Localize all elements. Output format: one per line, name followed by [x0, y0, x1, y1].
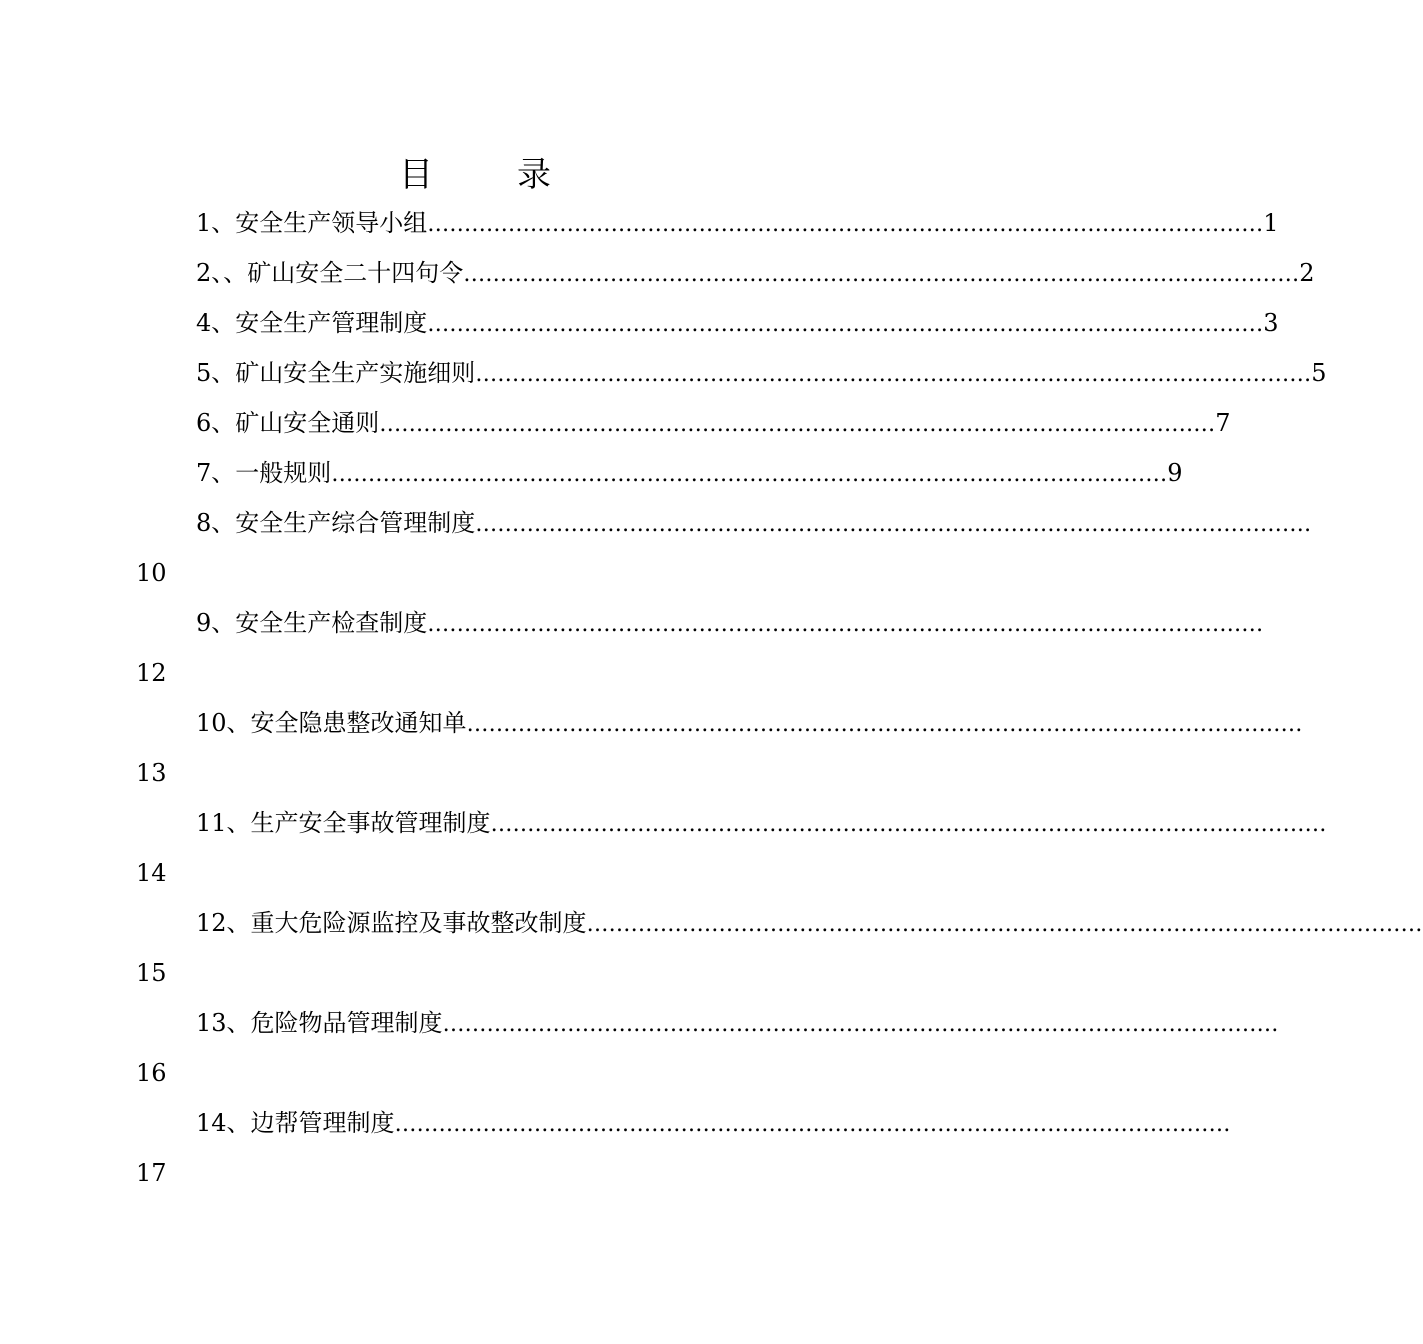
toc-entry-continuation [0, 648, 950, 698]
toc-leader-dots: …………………………………………………………………………………………………… [586, 912, 1423, 937]
toc-leader-dots: …………………………………………………………………………………………………… [394, 1112, 1231, 1137]
toc-entry-continuation [0, 948, 950, 998]
toc-page-number: 9 [1167, 459, 1183, 487]
toc-entry-row [196, 998, 1279, 1050]
title-char-1: 目 [399, 155, 433, 195]
toc-entry[interactable] [0, 198, 1279, 248]
toc-entry-row [196, 798, 1327, 850]
toc-entry-continuation [0, 748, 950, 798]
toc-entry-title: 10、安全隐患整改通知单 [196, 709, 467, 737]
toc-entry-title: 2、、矿山安全二十四句令 [196, 259, 464, 287]
toc-leader-dots: …………………………………………………………………………………………………… [427, 612, 1264, 637]
toc-leader-dots: …………………………………………………………………………………………………… [475, 512, 1312, 537]
toc-entry[interactable] [0, 448, 1183, 498]
toc-entry-title: 8、安全生产综合管理制度 [196, 509, 476, 537]
toc-entry-row [196, 248, 1315, 300]
toc-entry[interactable] [0, 798, 1327, 848]
title-char-2: 录 [517, 155, 551, 195]
toc-entry-title: 1、安全生产领导小组 [196, 209, 428, 237]
toc-leader-dots: …………………………………………………………………………………………………… [331, 462, 1168, 487]
toc-entry-title: 14、边帮管理制度 [196, 1109, 395, 1137]
toc-entry-row [196, 398, 1231, 450]
toc-leader-dots: …………………………………………………………………………………………………… [442, 1012, 1279, 1037]
toc-entry[interactable] [0, 698, 1303, 748]
toc-entry-title: 4、安全生产管理制度 [196, 309, 428, 337]
table-of-contents [0, 198, 1423, 1198]
toc-entry-row [196, 1098, 1231, 1150]
toc-entry-continuation [0, 848, 950, 898]
toc-entry[interactable] [0, 298, 1279, 348]
toc-entry-title: 12、重大危险源监控及事故整改制度 [196, 909, 587, 937]
toc-leader-dots: …………………………………………………………………………………………………… [427, 312, 1264, 337]
toc-entry[interactable] [0, 1098, 1231, 1148]
page-title [0, 150, 950, 200]
toc-page-number: 7 [1215, 409, 1231, 437]
toc-entry[interactable] [0, 998, 1279, 1048]
toc-page-number: 16 [136, 1059, 167, 1087]
toc-entry-row [196, 448, 1183, 500]
toc-leader-dots: …………………………………………………………………………………………………… [379, 412, 1216, 437]
toc-entry[interactable] [0, 248, 1315, 298]
toc-entry-title: 9、安全生产检查制度 [196, 609, 428, 637]
toc-entry[interactable] [0, 498, 1312, 548]
toc-entry-title: 7、一般规则 [196, 459, 332, 487]
toc-page-number: 1 [1263, 209, 1279, 237]
toc-entry-row [196, 598, 1264, 650]
toc-page-number: 17 [136, 1159, 167, 1187]
toc-entry-continuation [0, 1048, 950, 1098]
toc-leader-dots: …………………………………………………………………………………………………… [466, 712, 1303, 737]
toc-leader-dots: …………………………………………………………………………………………………… [475, 362, 1312, 387]
toc-entry-row [196, 348, 1327, 400]
toc-entry[interactable] [0, 898, 1423, 948]
toc-entry[interactable] [0, 348, 1327, 398]
toc-entry-title: 13、危险物品管理制度 [196, 1009, 443, 1037]
toc-page-number: 13 [136, 759, 167, 787]
toc-entry-continuation [0, 548, 950, 598]
toc-entry-continuation [0, 1148, 950, 1198]
toc-leader-dots: …………………………………………………………………………………………………… [490, 812, 1327, 837]
toc-entry-title: 6、矿山安全通则 [196, 409, 380, 437]
toc-page-number: 10 [136, 559, 167, 587]
toc-entry-row [196, 498, 1312, 550]
toc-page-number: 15 [136, 959, 167, 987]
toc-page-number: 2 [1299, 259, 1315, 287]
toc-entry-row [196, 298, 1279, 350]
toc-entry[interactable] [0, 398, 1231, 448]
toc-page-number: 3 [1263, 309, 1279, 337]
toc-leader-dots: …………………………………………………………………………………………………… [427, 212, 1264, 237]
toc-entry-row [196, 198, 1279, 250]
toc-entry-title: 5、矿山安全生产实施细则 [196, 359, 476, 387]
toc-leader-dots: …………………………………………………………………………………………………… [463, 262, 1300, 287]
toc-entry-title: 11、生产安全事故管理制度 [196, 809, 491, 837]
toc-page-number: 5 [1311, 359, 1327, 387]
toc-page-number: 12 [136, 659, 167, 687]
toc-page-number: 14 [136, 859, 167, 887]
toc-entry-row [196, 898, 1423, 950]
toc-entry-row [196, 698, 1303, 750]
toc-entry[interactable] [0, 598, 1264, 648]
